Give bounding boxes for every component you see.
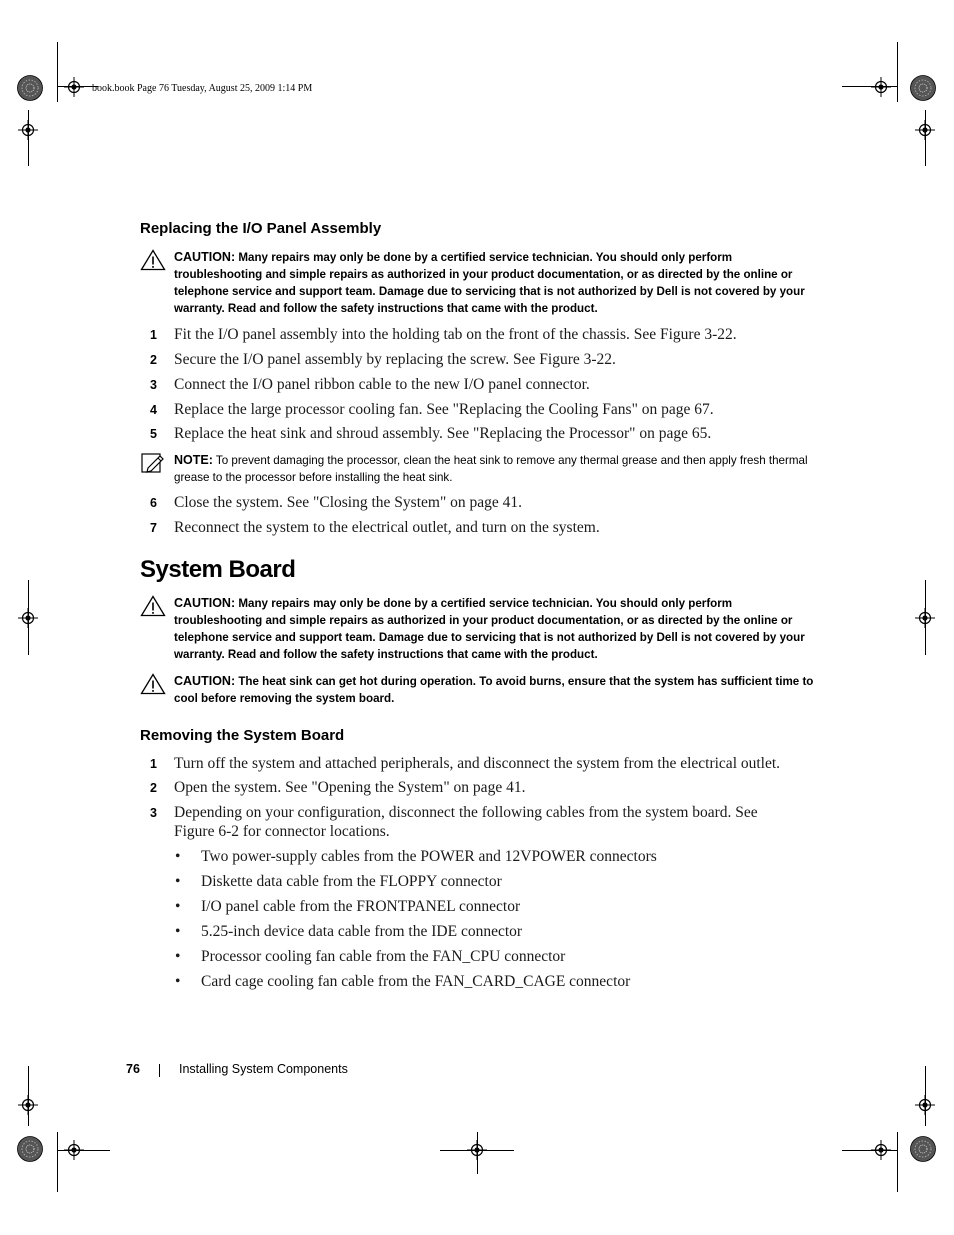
warning-triangle-icon (140, 673, 166, 695)
section-heading-remove: Removing the System Board (140, 727, 345, 744)
rosette-registration-icon (17, 1136, 43, 1162)
bullet-item: • Diskette data cable from the FLOPPY connector (175, 873, 502, 890)
crosshair-registration-icon (18, 1095, 38, 1115)
rosette-registration-icon (910, 1136, 936, 1162)
header-stamp: book.book Page 76 Tuesday, August 25, 2009 1:14 PM (92, 83, 313, 94)
caution-callout (140, 249, 815, 317)
warning-triangle-icon (140, 595, 166, 617)
crop-line (57, 1132, 58, 1192)
bullet-item: • 5.25-inch device data cable from the IDE connector (175, 923, 523, 940)
note-text: To prevent damaging the processor, clean the heat sink to remove any thermal grease and then apply fresh thermal grease to the processor before installing the heat sink. (174, 454, 808, 484)
caution-callout (140, 595, 815, 663)
pencil-note-icon (140, 452, 166, 474)
crop-line (897, 1132, 898, 1192)
note-callout (140, 452, 815, 486)
list-item: 4 Replace the large processor cooling fan. See "Replacing the Cooling Fans" on page 67. (150, 401, 714, 418)
note-label: NOTE: (174, 453, 213, 467)
list-item: 1 Fit the I/O panel assembly into the holding tab on the front of the chassis. See Figure 3-22. (150, 326, 737, 343)
crosshair-registration-icon (871, 1140, 891, 1160)
list-item: 2 Secure the I/O panel assembly by replacing the screw. See Figure 3-22. (150, 351, 616, 368)
caution-label: CAUTION: (174, 674, 236, 688)
list-item: 3 Connect the I/O panel ribbon cable to the new I/O panel connector. (150, 376, 590, 393)
rosette-registration-icon (910, 75, 936, 101)
crop-line (57, 42, 58, 102)
crosshair-registration-icon (915, 1095, 935, 1115)
bullet-item: • Processor cooling fan cable from the FAN_CPU connector (175, 948, 566, 965)
rosette-registration-icon (17, 75, 43, 101)
section-heading-system-board: System Board (140, 556, 296, 583)
list-item: 5 Replace the heat sink and shroud assembly. See "Replacing the Processor" on page 65. (150, 425, 712, 442)
crop-line (897, 42, 898, 102)
list-item: 6 Close the system. See "Closing the System" on page 41. (150, 494, 523, 511)
crosshair-registration-icon (18, 608, 38, 628)
list-item: 7 Reconnect the system to the electrical outlet, and turn on the system. (150, 519, 600, 536)
crosshair-registration-icon (915, 608, 935, 628)
crosshair-registration-icon (64, 77, 84, 97)
crosshair-registration-icon (18, 120, 38, 140)
section-heading-replace: Replacing the I/O Panel Assembly (140, 220, 382, 237)
list-item: 1 Turn off the system and attached peripherals, and disconnect the system from the electrical outlet. (150, 755, 781, 772)
bullet-item: • I/O panel cable from the FRONTPANEL connector (175, 898, 521, 915)
list-item: 3 Depending on your configuration, disconnect the following cables from the system board. See Figure 6-2 for connector locations. (150, 804, 758, 840)
crosshair-registration-icon (915, 120, 935, 140)
caution-text: Many repairs may only be done by a certified service technician. You should only perform troubleshooting and simple repairs as authorized in your product documentation, or as directed by the online or telephone service and support team. Damage due to servicing that is not authorized by Dell is not covered by your warranty. Read and follow the safety instructions that came with the product. (174, 251, 805, 315)
footer-divider (159, 1064, 160, 1077)
footer-section-title: Installing System Components (179, 1062, 348, 1076)
caution-text: The heat sink can get hot during operation. To avoid burns, ensure that the system has sufficient time to cool before removing the system board. (174, 675, 814, 705)
caution-callout (140, 673, 815, 707)
list-item: 2 Open the system. See "Opening the System" on page 41. (150, 779, 526, 796)
warning-triangle-icon (140, 249, 166, 271)
crosshair-registration-icon (467, 1140, 487, 1160)
caution-text: Many repairs may only be done by a certified service technician. You should only perform troubleshooting and simple repairs as authorized in your product documentation, or as directed by the online or telephone service and support team. Damage due to servicing that is not authorized by Dell is not covered by your warranty. Read and follow the safety instructions that came with the product. (174, 597, 805, 661)
page-number: 76 (126, 1062, 140, 1076)
bullet-item: • Card cage cooling fan cable from the FAN_CARD_CAGE connector (175, 973, 631, 990)
caution-label: CAUTION: (174, 250, 236, 264)
caution-label: CAUTION: (174, 596, 236, 610)
crosshair-registration-icon (871, 77, 891, 97)
bullet-item: • Two power-supply cables from the POWER and 12VPOWER connectors (175, 848, 657, 865)
crosshair-registration-icon (64, 1140, 84, 1160)
